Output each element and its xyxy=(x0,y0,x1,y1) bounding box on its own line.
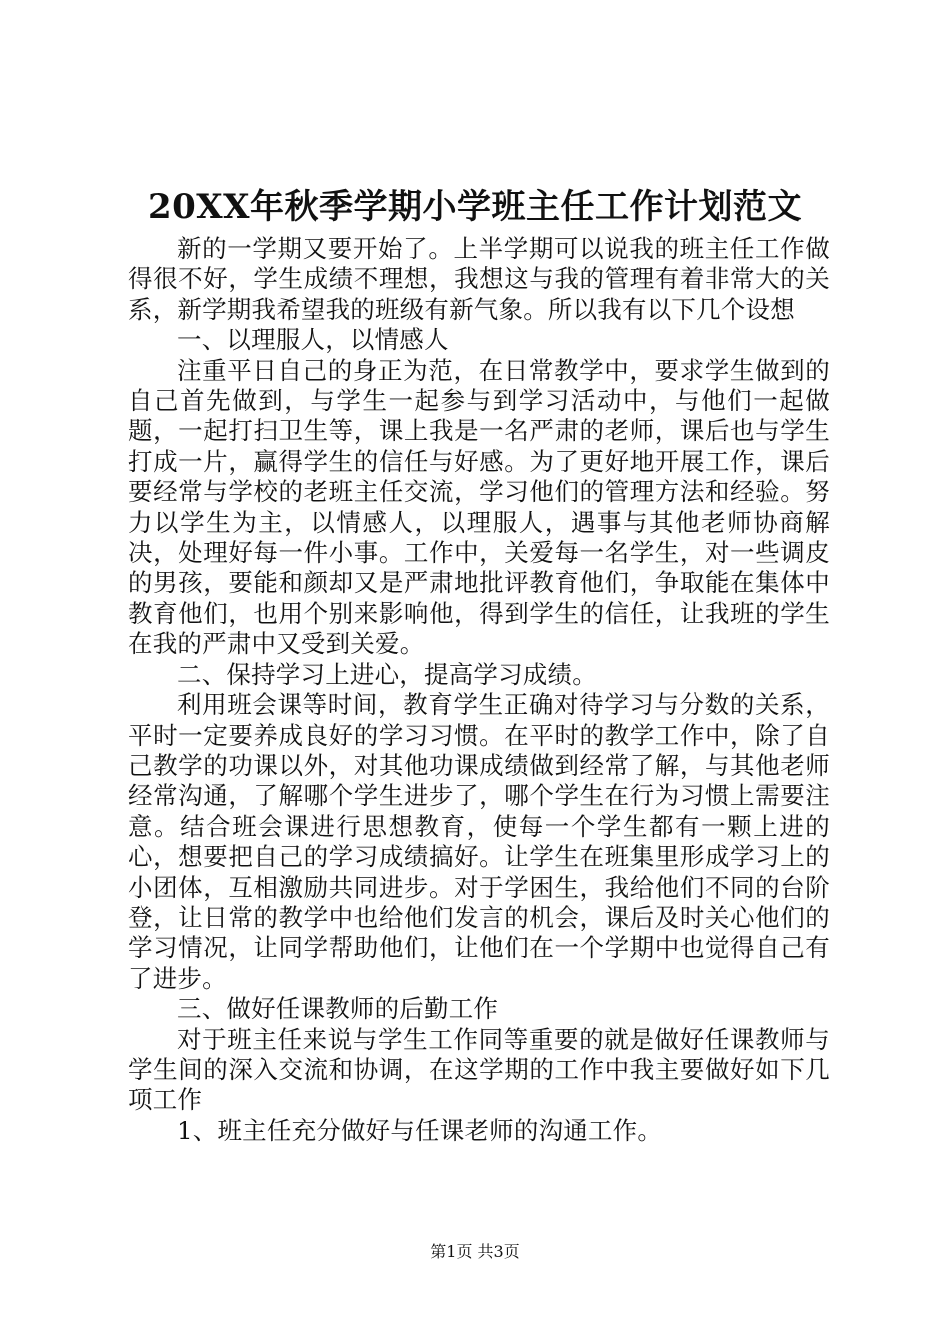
intro-paragraph: 新的一学期又要开始了。上半学期可以说我的班主任工作做得很不好，学生成绩不理想，我想这与我的管理有着非常大的关系，新学期我希望我的班级有新气象。所以我有以下几个设想 xyxy=(128,234,830,324)
page-footer: 第1页 共3页 xyxy=(430,1242,520,1261)
section-heading-1: 一、以理服人，以情感人 xyxy=(177,325,449,355)
section-heading-3: 三、做好任课教师的后勤工作 xyxy=(177,994,499,1024)
section-2-paragraph: 利用班会课等时间，教育学生正确对待学习与分数的关系，平时一定要养成良好的学习习惯。在平时的教学工作中，除了自己教学的功课以外，对其他功课成绩做到经常了解，与其他老师经常沟通，了解哪个学生进步了，哪个学生在行为习惯上需要注意。结合班会课进行思想教育，使每一个学生都有一颗上进的心，想要把自己的学习成绩搞好。让学生在班集里形成学习上的小团体，互相激励共同进步。对于学困生，我给他们不同的台阶登，让日常的教学中也给他们发言的机会，课后及时关心他们的学习情况，让同学帮助他们，让他们在一个学期中也觉得自己有了进步。 xyxy=(128,690,830,993)
section-heading-2: 二、保持学习上进心，提高学习成绩。 xyxy=(177,659,597,689)
document-title: 20XX年秋季学期小学班主任工作计划范文 xyxy=(147,187,803,227)
section-3-paragraph: 对于班主任来说与学生工作同等重要的就是做好任课教师与学生间的深入交流和协调，在这学期的工作中我主要做好如下几项工作 xyxy=(128,1024,830,1115)
document-body xyxy=(128,234,830,1146)
list-item-1: 1、班主任充分做好与任课老师的沟通工作。 xyxy=(177,1115,663,1145)
section-1-paragraph: 注重平日自己的身正为范，在日常教学中，要求学生做到的自己首先做到，与学生一起参与到学习活动中，与他们一起做题，一起打扫卫生等，课上我是一名严肃的老师，课后也与学生打成一片，赢得学生的信任与好感。为了更好地开展工作，课后要经常与学校的老班主任交流，学习他们的管理方法和经验。努力以学生为主，以情感人，以理服人，遇事与其他老师协商解决，处理好每一件小事。工作中，关爱每一名学生，对一些调皮的男孩，要能和颜却又是严肃地批评教育他们，争取能在集体中教育他们，也用个别来影响他，得到学生的信任，让我班的学生在我的严肃中又受到关爱。 xyxy=(128,355,830,659)
